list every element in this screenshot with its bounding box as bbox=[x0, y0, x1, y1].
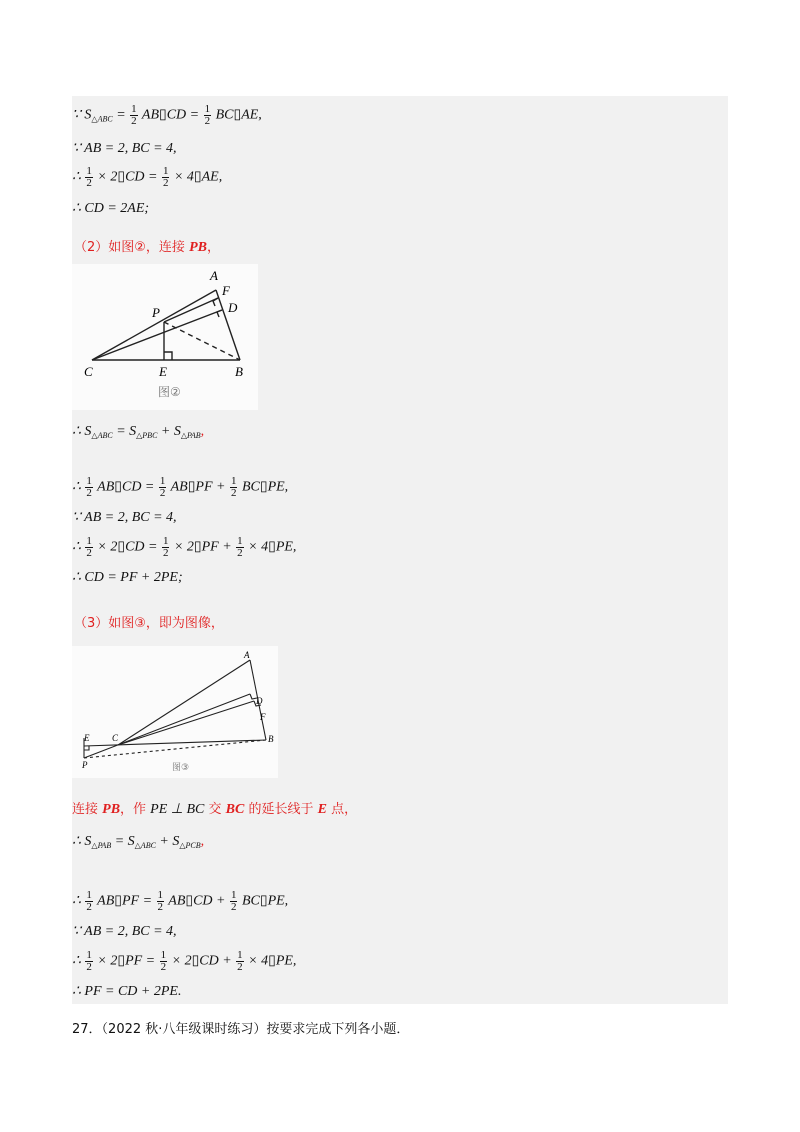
p1-line3: ∴ $\frac{1}{2}$ × 2▯CD = $\frac{1}{2}$ × 4▯AE, bbox=[72, 165, 223, 189]
figure-2-caption: 图② bbox=[158, 385, 181, 399]
label3-C: C bbox=[112, 733, 119, 743]
p1-line1: ∵ $S_{\triangle ABC}$ = $\frac{1}{2}$ AB▯CD = $\frac{1}{2}$ BC▯AE, bbox=[72, 103, 262, 127]
p2-line5: ∴ CD = PF + 2PE; bbox=[72, 570, 183, 585]
p2-line4: ∴ $\frac{1}{2}$ × 2▯CD = $\frac{1}{2}$ × 2▯PF + $\frac{1}{2}$ × 4▯PE, bbox=[72, 535, 297, 559]
p1-line4: ∴ CD = 2AE; bbox=[72, 201, 150, 216]
label-B: B bbox=[235, 364, 243, 379]
p2-heading: （2）如图②，连接 PB， bbox=[74, 240, 220, 255]
label-E: E bbox=[159, 364, 167, 379]
label3-F: F bbox=[260, 712, 266, 722]
label-P: P bbox=[152, 305, 160, 320]
p3-line1: ∴ $S_{\triangle PAB} = S_{\triangle ABC} + S_{\triangle PCB}$, bbox=[72, 834, 205, 850]
p3-heading: （3）如图③，即为图像， bbox=[74, 616, 224, 631]
p3-construction: 连接 PB，作 PE ⊥ BC 交 BC 的延长线于 E 点， bbox=[72, 802, 358, 817]
label-C: C bbox=[84, 364, 93, 379]
label3-E: E bbox=[84, 733, 90, 743]
p3-line5: ∴ PF = CD + 2PE. bbox=[72, 984, 182, 999]
p2-line1: ∴ $S_{\triangle ABC} = S_{\triangle PBC} + S_{\triangle PAB}$, bbox=[72, 424, 205, 440]
label-F: F bbox=[222, 283, 230, 298]
p3-line4: ∴ $\frac{1}{2}$ × 2▯PF = $\frac{1}{2}$ × 2▯CD + $\frac{1}{2}$ × 4▯PE, bbox=[72, 949, 297, 973]
figure-3 bbox=[72, 646, 278, 778]
label3-A: A bbox=[244, 650, 250, 660]
p1-line2: ∵ AB = 2, BC = 4, bbox=[72, 141, 177, 156]
label3-D: D bbox=[256, 696, 263, 706]
p3-line3: ∵ AB = 2, BC = 4, bbox=[72, 924, 177, 939]
label-A: A bbox=[210, 268, 218, 283]
figure-3-caption: 图③ bbox=[172, 763, 190, 773]
p2-line2: ∴ $\frac{1}{2}$ AB▯CD = $\frac{1}{2}$ AB▯PF + $\frac{1}{2}$ BC▯PE, bbox=[72, 475, 289, 499]
question-27: 27．（2022 秋·八年级课时练习）按要求完成下列各小题． bbox=[72, 1022, 410, 1037]
label3-P: P bbox=[82, 760, 88, 770]
label3-B: B bbox=[268, 734, 274, 744]
p2-line3: ∵ AB = 2, BC = 4, bbox=[72, 510, 177, 525]
p3-line2: ∴ $\frac{1}{2}$ AB▯PF = $\frac{1}{2}$ AB▯CD + $\frac{1}{2}$ BC▯PE, bbox=[72, 889, 289, 913]
figure-2 bbox=[72, 264, 258, 410]
label-D: D bbox=[228, 300, 238, 315]
